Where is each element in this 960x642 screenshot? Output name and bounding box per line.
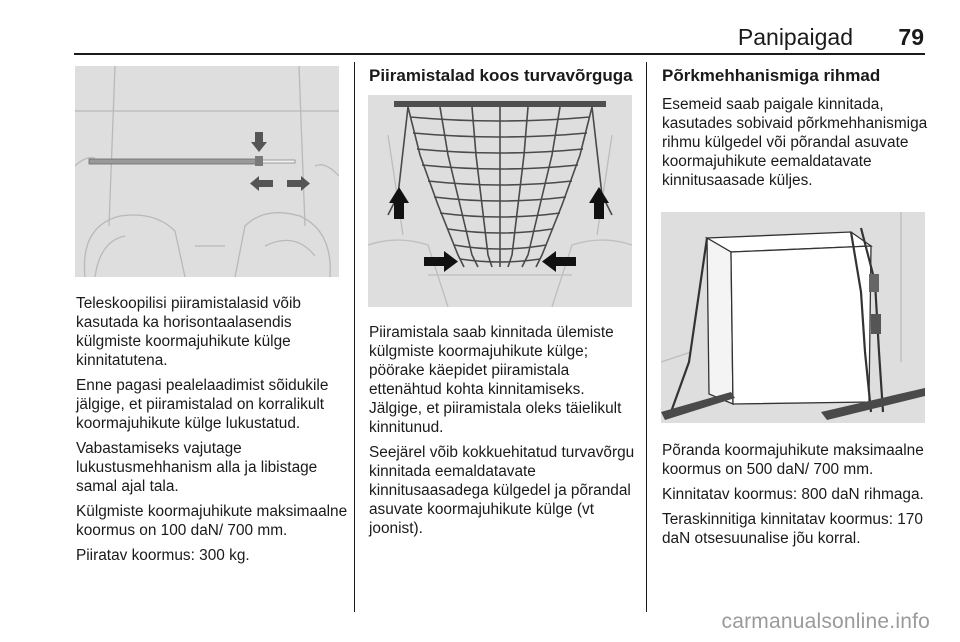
page-number: 79: [898, 24, 924, 50]
page-title: Panipaigad: [737, 24, 853, 50]
arrow-right-icon: [287, 176, 310, 191]
cargo-box: [731, 246, 871, 404]
figure-telescopic-bar: [75, 66, 339, 277]
col3-paragraph: Teraskinnitiga kinnitatav koormus: 170 daN otsesuunalise jõu korral.: [662, 511, 923, 547]
page-header: [0, 0, 960, 60]
column-divider-2: [646, 62, 647, 612]
column-divider-1: [354, 62, 355, 612]
ratchet-strap-box-illustration: [661, 212, 925, 423]
col3-paragraph: Esemeid saab paigale kinnitada, kasutades sobivaid põrkmehhanismiga rihmu külgedel või põrandal asuvate koormajuhikute eemaldatavate kinnitusaasade küljes.: [662, 96, 928, 189]
col1-paragraph: Teleskoopilisi piiramistalasid võib kasutada ka horisontaalasendis külgmiste koormajuhikute külge kinnitatutena.: [76, 295, 301, 369]
section-heading-straps: Põrkmehhanismiga rihmad: [662, 66, 881, 85]
arrow-down-icon: [251, 132, 267, 152]
arrow-up-right-icon: [589, 187, 609, 219]
column-2-heading: [369, 66, 639, 95]
footer-watermark[interactable]: carmanualsonline.info: [721, 610, 930, 633]
col1-paragraph: Enne pagasi pealelaadimist sõidukile jälgige, et piiramistalad on korralikult koormajuhikute külge lukustatud.: [76, 377, 329, 432]
col1-paragraph: Külgmiste koormajuhikute maksimaalne koormus on 100 daN/ 700 mm.: [76, 503, 348, 539]
figure-cargo-net: [368, 95, 632, 307]
arrow-left-icon: [542, 251, 576, 272]
figure-ratchet-strap: [661, 212, 925, 423]
telescopic-bar: [89, 159, 261, 164]
col2-paragraph: Seejärel võib kokkuehitatud turvavõrgu kinnitada eemaldatavate kinnitusaasadega külgedel ja põrandal asuvate koormajuhikute külge (vt joonist).: [369, 444, 635, 537]
col1-paragraph: Vabastamiseks vajutage lukustusmehhanism alla ja libistage samal ajal tala.: [76, 440, 318, 495]
column-1: [76, 294, 354, 571]
column-2: [369, 323, 641, 544]
cargo-net-illustration: [368, 95, 632, 307]
col3-paragraph: Kinnitatav koormus: 800 daN rihmaga.: [662, 486, 924, 503]
col1-paragraph: Piiratav koormus: 300 kg.: [76, 547, 250, 564]
column-3-bottom: [662, 441, 930, 554]
column-3-top: [662, 66, 930, 196]
telescopic-bar-illustration: [75, 66, 339, 277]
arrow-up-left-icon: [389, 187, 409, 219]
header-rule: [74, 53, 925, 55]
col3-paragraph: Põranda koormajuhikute maksimaalne koormus on 500 daN/ 700 mm.: [662, 442, 924, 478]
arrow-left-icon: [250, 176, 273, 191]
arrow-right-icon: [424, 251, 458, 272]
col2-paragraph: Piiramistala saab kinnitada ülemiste külgmiste koormajuhikute külge; pöörake käepidet piiramistala ettenähtud kohta kinnitamiseks. Jälgige, et piiramistala oleks täielikult kinnitunud.: [369, 324, 622, 436]
ratchet-buckle-icon: [869, 274, 879, 292]
net-bar: [394, 101, 606, 107]
section-heading-net: Piiramistalad koos turvavõrguga: [369, 66, 633, 85]
